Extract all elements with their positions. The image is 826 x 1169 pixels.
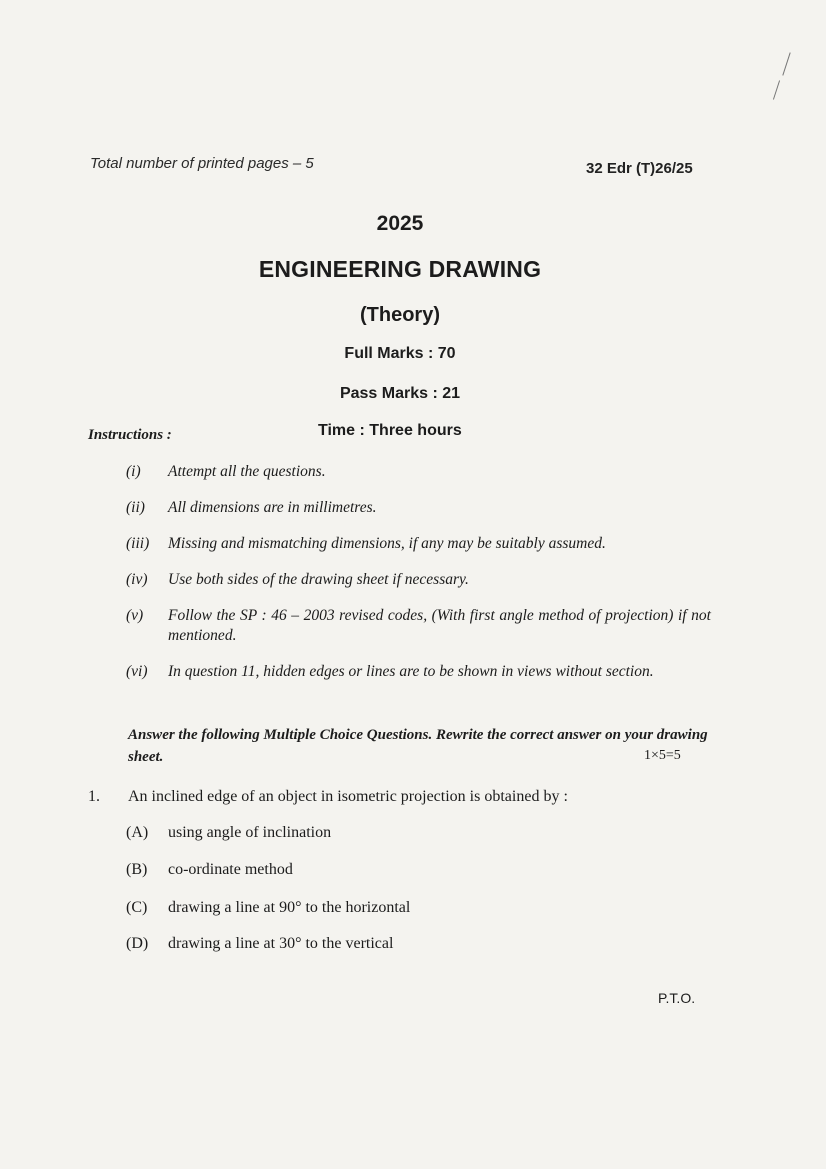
instruction-text: All dimensions are in millimetres. [168, 499, 377, 516]
instruction-number: (ii) [126, 499, 145, 516]
instruction-item [126, 662, 711, 682]
instruction-text: Missing and mismatching dimensions, if any may be suitably assumed. [168, 535, 606, 552]
instruction-number: (iii) [126, 535, 150, 552]
instruction-number: (v) [126, 607, 144, 624]
option-label: (A) [126, 824, 149, 841]
option-label: (D) [126, 935, 149, 952]
instruction-number: (i) [126, 463, 141, 480]
pto-label: P.T.O. [658, 990, 696, 1006]
printed-pages-note: Total number of printed pages – 5 [90, 155, 314, 172]
option-a [126, 824, 331, 842]
pen-mark [782, 52, 790, 75]
instruction-item [126, 534, 711, 554]
option-b [126, 861, 293, 879]
option-text: co-ordinate method [168, 861, 293, 878]
paper-code: 32 Edr (T)26/25 [586, 160, 693, 177]
instruction-item [126, 570, 711, 590]
instruction-text: Attempt all the questions. [168, 463, 326, 480]
exam-year: 2025 [376, 212, 424, 235]
option-text: drawing a line at 90° to the horizontal [168, 899, 411, 916]
option-c [126, 899, 410, 917]
option-label: (B) [126, 861, 148, 878]
full-marks: Full Marks : 70 [344, 345, 456, 362]
option-text: drawing a line at 30° to the vertical [168, 935, 394, 952]
question-number: 1. [88, 788, 100, 805]
mcq-instruction: Answer the following Multiple Choice Questions. Rewrite the correct answer on your drawing sheet. [128, 727, 708, 765]
instruction-number: (vi) [126, 663, 148, 680]
instructions-heading: Instructions : [88, 427, 172, 443]
option-d [126, 935, 393, 953]
question-text: An inclined edge of an object in isometric projection is obtained by : [128, 788, 568, 805]
instruction-item [126, 606, 711, 646]
subject-title: ENGINEERING DRAWING [258, 256, 542, 282]
option-text: using angle of inclination [168, 824, 332, 841]
mcq-marks: 1×5=5 [644, 748, 681, 763]
pass-marks: Pass Marks : 21 [339, 385, 461, 402]
option-label: (C) [126, 899, 148, 916]
instructions-list [126, 462, 711, 698]
instruction-item [126, 498, 711, 518]
instruction-item [126, 462, 711, 482]
instruction-text: Follow the SP : 46 – 2003 revised codes, (With first angle method of projection) if not mentioned. [168, 607, 711, 644]
paper-type: (Theory) [360, 304, 440, 326]
pen-mark [773, 80, 780, 99]
time-allowed: Time : Three hours [318, 422, 462, 439]
instruction-text: Use both sides of the drawing sheet if necessary. [168, 571, 469, 588]
instruction-text: In question 11, hidden edges or lines are to be shown in views without section. [168, 663, 654, 680]
instruction-number: (iv) [126, 571, 148, 588]
